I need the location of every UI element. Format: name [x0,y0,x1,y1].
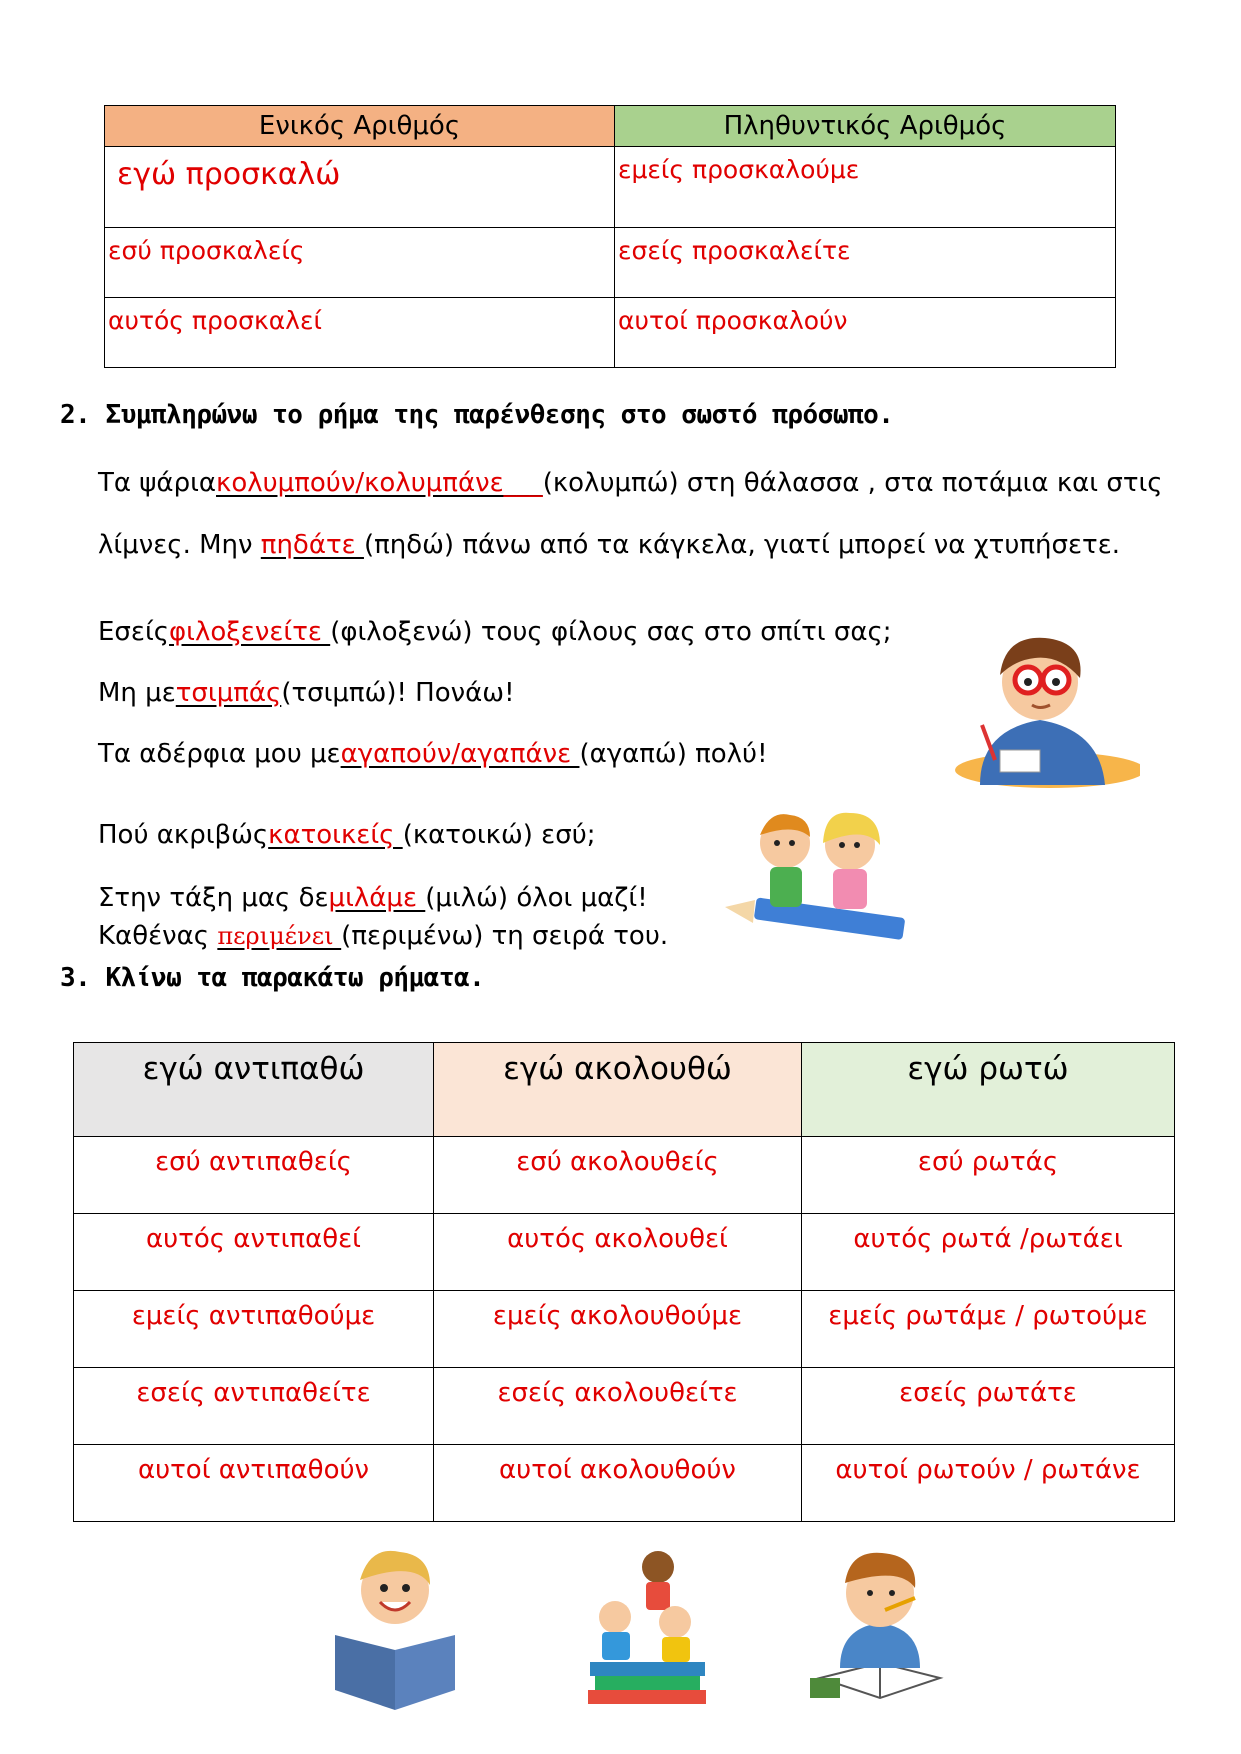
boy-reading-illustration [330,1540,460,1710]
line-text: Μη με [98,678,176,708]
line-text: (τσιμπώ)! Πονάω! [281,678,515,708]
header-plural: Πληθυντικός Αριθμός [615,106,1116,147]
cell-singular-2: εσύ προσκαλείς [105,228,615,298]
line-text: Καθένας [98,921,218,951]
section-3-heading: 3. Κλίνω τα παρακάτω ρήματα. [60,963,485,993]
conj-cell: εσύ ακολουθείς [434,1137,802,1214]
line-text: (φιλοξενώ) τους φίλους σας στο σπίτι σας; [330,617,892,647]
conj-cell: αυτοί ακολουθούν [434,1445,802,1522]
answer-blank: μιλάμε [328,883,426,913]
answer-blank: κολυμπούν/κολυμπάνε___ [216,468,543,498]
header-antipatho: εγώ αντιπαθώ [74,1043,434,1137]
conj-cell: εσείς αντιπαθείτε [74,1368,434,1445]
line-text: (πηδώ) πάνω από τα κάγκελα, γιατί μπορεί να χτυπήσετε. [363,530,1121,560]
answer-blank: περιμένει [217,922,342,950]
line-text: (αγαπώ) πολύ! [579,739,768,769]
line-text: Τα ψάρια [98,468,217,498]
conj-cell: αυτοί ρωτούν / ρωτάνε [802,1445,1175,1522]
line-text: Πού ακριβώς [98,820,269,850]
boy-thinking-illustration [800,1538,960,1708]
exercise-line-4 [98,678,515,708]
conj-cell: εμείς αντιπαθούμε [74,1291,434,1368]
line-text: Εσείς [98,617,170,647]
exercise-line-1 [98,468,1163,498]
answer-blank: αγαπούν/αγαπάνε [340,739,580,769]
section-2-heading: 2. Συμπληρώνω το ρήμα της παρένθεσης στο σωστό πρόσωπο. [60,400,894,430]
children-riding-pencil-icon [725,795,925,960]
exercise-line-2 [98,530,1120,560]
conj-cell: αυτός αντιπαθεί [74,1214,434,1291]
children-riding-pencil-illustration [725,795,925,960]
boy-reading-book-icon [330,1540,460,1710]
exercise-line-8 [98,921,668,951]
header-singular: Ενικός Αριθμός [105,106,615,147]
line-text: Τα αδέρφια μου με [98,739,341,769]
exercise-line-6 [98,820,596,850]
answer-blank: κατοικείς [268,820,403,850]
answer-blank: πηδάτε [260,530,364,560]
conj-cell: αυτός ρωτά /ρωτάει [802,1214,1175,1291]
boy-thinking-with-pencil-icon [800,1538,960,1708]
conj-cell: αυτός ακολουθεί [434,1214,802,1291]
exercise-line-3 [98,617,892,647]
conj-cell: εσείς ακολουθείτε [434,1368,802,1445]
cell-plural-2: εσείς προσκαλείτε [615,228,1116,298]
conjugation-table-2 [73,1042,1175,1522]
children-on-books-illustration [580,1542,715,1707]
boy-with-glasses-icon [940,620,1140,790]
conj-cell: αυτοί αντιπαθούν [74,1445,434,1522]
answer-blank: τσιμπάς [175,678,282,708]
line-text: Στην τάξη μας δε [98,883,329,913]
line-text: (κατοικώ) εσύ; [402,820,596,850]
conj-cell: εμείς ακολουθούμε [434,1291,802,1368]
boy-with-glasses-illustration [940,620,1140,790]
cell-plural-3: αυτοί προσκαλούν [615,298,1116,368]
conj-cell: εσείς ρωτάτε [802,1368,1175,1445]
conj-cell: εσύ ρωτάς [802,1137,1175,1214]
line-text: (περιμένω) τη σειρά του. [341,921,669,951]
header-akoloutho: εγώ ακολουθώ [434,1043,802,1137]
line-text: (κολυμπώ) στη θάλασσα , στα ποτάμια και στις [542,468,1163,498]
cell-singular-1: εγώ προσκαλώ [105,147,615,228]
cell-plural-1: εμείς προσκαλούμε [615,147,1116,228]
header-roto: εγώ ρωτώ [802,1043,1175,1137]
exercise-line-7 [98,883,648,913]
conjugation-table-1 [104,105,1116,368]
conj-cell: εμείς ρωτάμε / ρωτούμε [802,1291,1175,1368]
cell-singular-3: αυτός προσκαλεί [105,298,615,368]
answer-blank: φιλοξενείτε [169,617,331,647]
line-text: λίμνες. Μην [98,530,261,560]
children-on-books-icon [580,1542,715,1707]
conj-cell: εσύ αντιπαθείς [74,1137,434,1214]
exercise-line-5 [98,739,768,769]
line-text: (μιλώ) όλοι μαζί! [425,883,648,913]
